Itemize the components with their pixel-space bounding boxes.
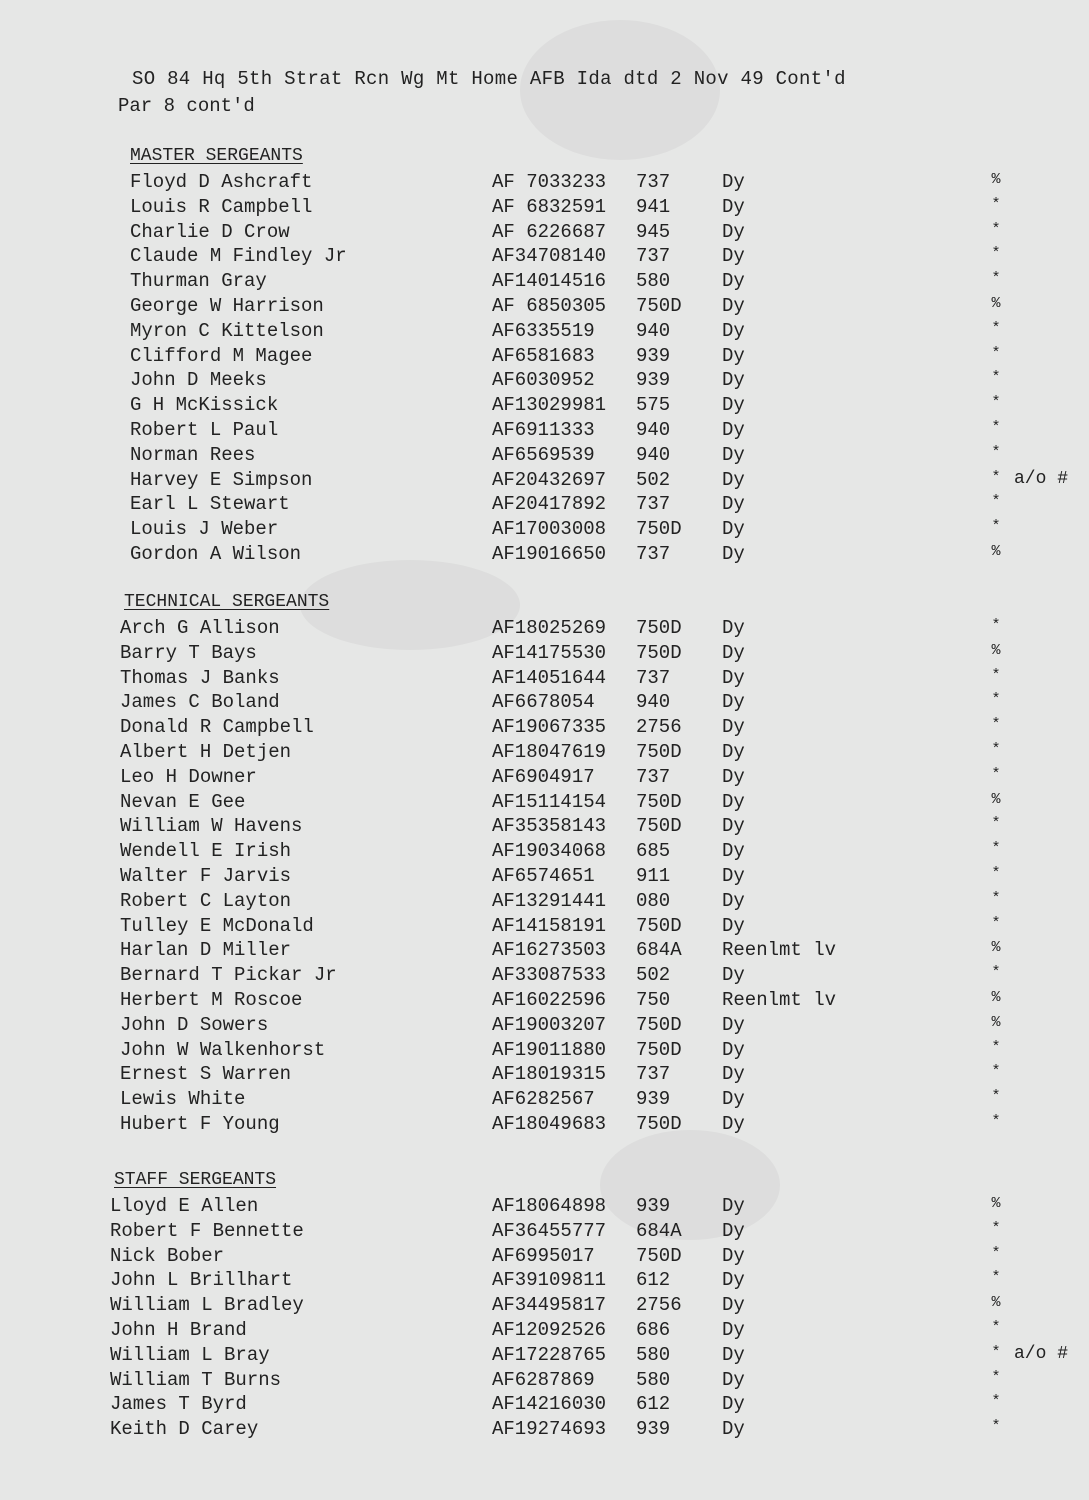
serial-number: AF34708140: [492, 245, 607, 268]
margin-note: a/o #: [1014, 1343, 1069, 1364]
margin-mark: *: [991, 270, 1001, 288]
margin-mark: *: [991, 1219, 1001, 1237]
person-name: Barry T Bays: [120, 641, 257, 664]
person-name: James T Byrd: [110, 1393, 247, 1416]
person-name: Ernest S Warren: [120, 1063, 292, 1086]
roster-row: [0, 617, 1089, 641]
person-name: James C Boland: [120, 691, 280, 714]
person-name: Albert H Detjen: [120, 741, 292, 763]
duty-status: Dy: [722, 889, 745, 912]
margin-mark: *: [991, 493, 1001, 511]
margin-mark: %: [991, 171, 1001, 188]
roster-row: [0, 766, 1089, 790]
margin-mark: *: [991, 840, 1001, 858]
serial-number: AF34495817: [492, 1294, 607, 1317]
roster-row: [0, 469, 1089, 493]
roster-row: [0, 270, 1089, 294]
serial-number: AF 6832591: [492, 195, 607, 218]
duty-status: Dy: [722, 443, 745, 466]
mos-code: 612: [636, 1393, 671, 1416]
margin-mark: %: [991, 989, 1001, 1006]
mos-code: 750D: [636, 815, 682, 838]
mos-code: 737: [636, 666, 671, 689]
mos-code: 737: [636, 171, 671, 193]
mos-code: 580: [636, 1343, 671, 1366]
person-name: Lloyd E Allen: [110, 1195, 259, 1217]
margin-mark: *: [991, 765, 1001, 783]
serial-number: AF33087533: [492, 964, 607, 987]
roster-row: [0, 1319, 1089, 1343]
roster-row: [0, 1088, 1089, 1112]
duty-status: Dy: [722, 1013, 745, 1036]
serial-number: AF19011880: [492, 1038, 607, 1061]
person-name: Donald R Campbell: [120, 716, 314, 739]
margin-mark: %: [991, 1195, 1001, 1212]
duty-status: Dy: [722, 1195, 745, 1217]
serial-number: AF19274693: [492, 1418, 607, 1441]
margin-mark: *: [991, 419, 1001, 436]
serial-number: AF14175530: [492, 641, 607, 664]
margin-mark: %: [991, 1294, 1001, 1312]
duty-status: Dy: [722, 1269, 745, 1292]
margin-mark: %: [991, 939, 1001, 957]
serial-number: AF16022596: [492, 989, 607, 1011]
roster-row: [0, 1393, 1089, 1417]
margin-mark: *: [991, 889, 1001, 907]
serial-number: AF14158191: [492, 914, 607, 937]
margin-mark: *: [991, 1244, 1001, 1262]
duty-status: Dy: [722, 1343, 745, 1366]
mos-code: 737: [636, 245, 671, 268]
person-name: Bernard T Pickar Jr: [120, 964, 337, 987]
margin-mark: *: [991, 369, 1001, 387]
mos-code: 939: [636, 344, 671, 367]
serial-number: AF14216030: [492, 1393, 607, 1416]
serial-number: AF13029981: [492, 394, 607, 417]
duty-status: Dy: [722, 1418, 745, 1441]
margin-mark: *: [991, 1319, 1001, 1336]
serial-number: AF18019315: [492, 1063, 607, 1086]
mos-code: 502: [636, 964, 671, 987]
person-name: Hubert F Young: [120, 1113, 280, 1135]
duty-status: Dy: [722, 865, 745, 887]
duty-status: Dy: [722, 914, 745, 937]
serial-number: AF20432697: [492, 468, 607, 491]
duty-status: Dy: [722, 641, 745, 664]
duty-status: Dy: [722, 1113, 745, 1135]
roster-row: [0, 369, 1089, 393]
duty-status: Dy: [722, 1088, 745, 1111]
margin-mark: *: [991, 195, 1001, 213]
section-title: MASTER SERGEANTS: [130, 146, 303, 166]
margin-mark: *: [991, 865, 1001, 882]
mos-code: 750D: [636, 617, 682, 639]
person-name: Nevan E Gee: [120, 790, 246, 813]
duty-status: Dy: [722, 840, 745, 863]
margin-note: a/o #: [1014, 468, 1069, 489]
roster-row: [0, 865, 1089, 889]
duty-status: Reenlmt lv: [722, 989, 837, 1011]
roster-row: [0, 741, 1089, 765]
margin-mark: *: [991, 1038, 1001, 1056]
margin-mark: *: [991, 394, 1001, 412]
serial-number: AF6030952: [492, 369, 595, 392]
serial-number: AF19034068: [492, 840, 607, 863]
mos-code: 684A: [636, 1219, 682, 1242]
serial-number: AF6904917: [492, 765, 595, 788]
duty-status: Dy: [722, 1368, 745, 1391]
margin-mark: *: [991, 245, 1001, 263]
margin-mark: *: [991, 914, 1001, 932]
person-name: Robert F Bennette: [110, 1219, 304, 1242]
roster-row: [0, 295, 1089, 319]
margin-mark: *: [991, 1418, 1001, 1436]
duty-status: Dy: [722, 295, 745, 317]
mos-code: 940: [636, 691, 671, 714]
person-name: Claude M Findley Jr: [130, 245, 347, 268]
margin-mark: *: [991, 716, 1001, 734]
margin-mark: *: [991, 344, 1001, 362]
duty-status: Dy: [722, 790, 745, 813]
roster-row: [0, 791, 1089, 815]
serial-number: AF6574651: [492, 865, 595, 887]
person-name: John H Brand: [110, 1319, 247, 1341]
section-title: TECHNICAL SERGEANTS: [124, 592, 330, 612]
mos-code: 911: [636, 865, 671, 887]
margin-mark: *: [991, 1113, 1001, 1130]
duty-status: Dy: [722, 617, 745, 639]
mos-code: 2756: [636, 716, 682, 739]
roster-row: [0, 840, 1089, 864]
roster-row: [0, 221, 1089, 245]
serial-number: AF6282567: [492, 1088, 595, 1111]
serial-number: AF 6850305: [492, 295, 607, 317]
person-name: William W Havens: [120, 815, 303, 838]
person-name: John W Walkenhorst: [120, 1038, 326, 1061]
duty-status: Dy: [722, 1219, 745, 1242]
roster-row: [0, 964, 1089, 988]
mos-code: 750D: [636, 641, 682, 664]
duty-status: Dy: [722, 171, 745, 193]
person-name: John D Sowers: [120, 1013, 269, 1036]
person-name: Floyd D Ashcraft: [130, 171, 313, 193]
mos-code: 737: [636, 493, 671, 516]
person-name: William L Bray: [110, 1343, 270, 1366]
mos-code: 575: [636, 394, 671, 417]
roster-row: [0, 245, 1089, 269]
duty-status: Dy: [722, 964, 745, 987]
mos-code: 750D: [636, 518, 682, 541]
roster-row: [0, 1220, 1089, 1244]
roster-row: [0, 1418, 1089, 1442]
roster-row: [0, 518, 1089, 542]
mos-code: 684A: [636, 939, 682, 962]
margin-mark: *: [991, 1343, 1001, 1361]
paragraph-label: Par 8 cont'd: [118, 95, 255, 117]
roster-row: [0, 1113, 1089, 1137]
roster-row: [0, 1344, 1089, 1368]
mos-code: 750D: [636, 295, 682, 317]
mos-code: 502: [636, 468, 671, 491]
person-name: Norman Rees: [130, 443, 256, 466]
serial-number: AF39109811: [492, 1269, 607, 1292]
duty-status: Dy: [722, 1063, 745, 1086]
mos-code: 750: [636, 989, 671, 1011]
person-name: Robert L Paul: [130, 419, 279, 441]
serial-number: AF19067335: [492, 716, 607, 739]
margin-mark: %: [991, 543, 1001, 560]
mos-code: 080: [636, 889, 671, 912]
mos-code: 750D: [636, 741, 682, 763]
mos-code: 580: [636, 1368, 671, 1391]
margin-mark: *: [991, 741, 1001, 758]
person-name: Harlan D Miller: [120, 939, 292, 962]
margin-mark: *: [991, 220, 1001, 238]
serial-number: AF6911333: [492, 419, 595, 441]
serial-number: AF18025269: [492, 617, 607, 639]
mos-code: 737: [636, 1063, 671, 1086]
roster-row: [0, 1039, 1089, 1063]
mos-code: 940: [636, 443, 671, 466]
mos-code: 939: [636, 1418, 671, 1441]
person-name: Leo H Downer: [120, 765, 257, 788]
person-name: Thurman Gray: [130, 270, 267, 293]
person-name: Keith D Carey: [110, 1418, 259, 1441]
person-name: Louis R Campbell: [130, 195, 313, 218]
duty-status: Dy: [722, 245, 745, 268]
serial-number: AF17003008: [492, 518, 607, 541]
duty-status: Dy: [722, 716, 745, 739]
roster-row: [0, 345, 1089, 369]
person-name: George W Harrison: [130, 295, 324, 317]
duty-status: Dy: [722, 195, 745, 218]
mos-code: 685: [636, 840, 671, 863]
serial-number: AF6335519: [492, 319, 595, 342]
roster-row: [0, 1014, 1089, 1038]
mos-code: 750D: [636, 790, 682, 813]
margin-mark: *: [991, 666, 1001, 684]
person-name: Myron C Kittelson: [130, 319, 324, 342]
margin-mark: *: [991, 1368, 1001, 1386]
roster-row: [0, 1245, 1089, 1269]
duty-status: Dy: [722, 369, 745, 392]
duty-status: Dy: [722, 419, 745, 441]
margin-mark: *: [991, 815, 1001, 833]
duty-status: Dy: [722, 220, 745, 243]
margin-mark: %: [991, 1013, 1001, 1031]
serial-number: AF35358143: [492, 815, 607, 838]
serial-number: AF36455777: [492, 1219, 607, 1242]
margin-mark: %: [991, 790, 1001, 808]
mos-code: 945: [636, 220, 671, 243]
roster-row: [0, 890, 1089, 914]
mos-code: 737: [636, 765, 671, 788]
duty-status: Dy: [722, 270, 745, 293]
duty-status: Dy: [722, 319, 745, 342]
serial-number: AF6995017: [492, 1244, 595, 1267]
serial-number: AF6581683: [492, 344, 595, 367]
person-name: Nick Bober: [110, 1244, 225, 1267]
margin-mark: *: [991, 468, 1001, 486]
person-name: Walter F Jarvis: [120, 865, 292, 887]
serial-number: AF6678054: [492, 691, 595, 714]
serial-number: AF19003207: [492, 1013, 607, 1036]
margin-mark: *: [991, 1269, 1001, 1287]
person-name: Thomas J Banks: [120, 666, 280, 689]
roster-row: [0, 1269, 1089, 1293]
person-name: Charlie D Crow: [130, 220, 290, 243]
duty-status: Dy: [722, 1393, 745, 1416]
roster-row: [0, 716, 1089, 740]
duty-status: Dy: [722, 1244, 745, 1267]
duty-status: Dy: [722, 543, 745, 565]
mos-code: 750D: [636, 1038, 682, 1061]
serial-number: AF13291441: [492, 889, 607, 912]
person-name: Arch G Allison: [120, 617, 280, 639]
serial-number: AF14051644: [492, 666, 607, 689]
roster-row: [0, 444, 1089, 468]
roster-row: [0, 1063, 1089, 1087]
person-name: William T Burns: [110, 1368, 282, 1391]
roster-row: [0, 1369, 1089, 1393]
serial-number: AF18064898: [492, 1195, 607, 1217]
duty-status: Dy: [722, 394, 745, 417]
serial-number: AF17228765: [492, 1343, 607, 1366]
margin-mark: *: [991, 1393, 1001, 1411]
serial-number: AF18049683: [492, 1113, 607, 1135]
mos-code: 750D: [636, 1244, 682, 1267]
roster-row: [0, 493, 1089, 517]
roster-row: [0, 1195, 1089, 1219]
mos-code: 939: [636, 1195, 671, 1217]
person-name: Lewis White: [120, 1088, 246, 1111]
margin-mark: *: [991, 1088, 1001, 1106]
person-name: Harvey E Simpson: [130, 468, 313, 491]
duty-status: Dy: [722, 344, 745, 367]
serial-number: AF12092526: [492, 1319, 607, 1341]
roster-row: [0, 815, 1089, 839]
person-name: Herbert M Roscoe: [120, 989, 303, 1011]
roster-row: [0, 939, 1089, 963]
serial-number: AF 7033233: [492, 171, 607, 193]
mos-code: 737: [636, 543, 671, 565]
duty-status: Dy: [722, 741, 745, 763]
duty-status: Dy: [722, 1319, 745, 1341]
roster-row: [0, 1294, 1089, 1318]
mos-code: 750D: [636, 914, 682, 937]
duty-status: Dy: [722, 518, 745, 541]
serial-number: AF18047619: [492, 741, 607, 763]
margin-mark: *: [991, 319, 1001, 337]
person-name: Louis J Weber: [130, 518, 279, 541]
mos-code: 2756: [636, 1294, 682, 1317]
person-name: Tulley E McDonald: [120, 914, 314, 937]
mos-code: 939: [636, 369, 671, 392]
section-title: STAFF SERGEANTS: [114, 1170, 277, 1190]
order-header: SO 84 Hq 5th Strat Rcn Wg Mt Home AFB Ida dtd 2 Nov 49 Cont'd: [132, 68, 846, 90]
duty-status: Dy: [722, 493, 745, 516]
person-name: John L Brillhart: [110, 1269, 293, 1292]
roster-row: [0, 642, 1089, 666]
serial-number: AF15114154: [492, 790, 607, 813]
person-name: G H McKissick: [130, 394, 279, 417]
person-name: Clifford M Magee: [130, 344, 313, 367]
roster-row: [0, 543, 1089, 567]
mos-code: 612: [636, 1269, 671, 1292]
mos-code: 580: [636, 270, 671, 293]
duty-status: Dy: [722, 815, 745, 838]
serial-number: AF16273503: [492, 939, 607, 962]
roster-row: [0, 394, 1089, 418]
mos-code: 750D: [636, 1113, 682, 1135]
roster-row: [0, 419, 1089, 443]
mos-code: 940: [636, 419, 671, 441]
duty-status: Dy: [722, 468, 745, 491]
person-name: Gordon A Wilson: [130, 543, 302, 565]
margin-mark: *: [991, 617, 1001, 634]
duty-status: Dy: [722, 1294, 745, 1317]
duty-status: Dy: [722, 666, 745, 689]
duty-status: Dy: [722, 765, 745, 788]
serial-number: AF14014516: [492, 270, 607, 293]
person-name: Robert C Layton: [120, 889, 292, 912]
margin-mark: *: [991, 518, 1001, 536]
margin-mark: %: [991, 295, 1001, 312]
mos-code: 940: [636, 319, 671, 342]
duty-status: Reenlmt lv: [722, 939, 837, 962]
duty-status: Dy: [722, 691, 745, 714]
mos-code: 941: [636, 195, 671, 218]
person-name: William L Bradley: [110, 1294, 304, 1317]
person-name: John D Meeks: [130, 369, 267, 392]
roster-row: [0, 320, 1089, 344]
mos-code: 686: [636, 1319, 671, 1341]
margin-mark: *: [991, 443, 1001, 461]
roster-row: [0, 691, 1089, 715]
margin-mark: %: [991, 641, 1001, 659]
serial-number: AF 6226687: [492, 220, 607, 243]
margin-mark: *: [991, 691, 1001, 709]
margin-mark: *: [991, 964, 1001, 982]
margin-mark: *: [991, 1063, 1001, 1081]
person-name: Earl L Stewart: [130, 493, 290, 516]
serial-number: AF19016650: [492, 543, 607, 565]
roster-row: [0, 196, 1089, 220]
serial-number: AF20417892: [492, 493, 607, 516]
roster-row: [0, 915, 1089, 939]
roster-row: [0, 667, 1089, 691]
roster-row: [0, 989, 1089, 1013]
mos-code: 939: [636, 1088, 671, 1111]
person-name: Wendell E Irish: [120, 840, 292, 863]
duty-status: Dy: [722, 1038, 745, 1061]
serial-number: AF6569539: [492, 443, 595, 466]
serial-number: AF6287869: [492, 1368, 595, 1391]
mos-code: 750D: [636, 1013, 682, 1036]
roster-row: [0, 171, 1089, 195]
